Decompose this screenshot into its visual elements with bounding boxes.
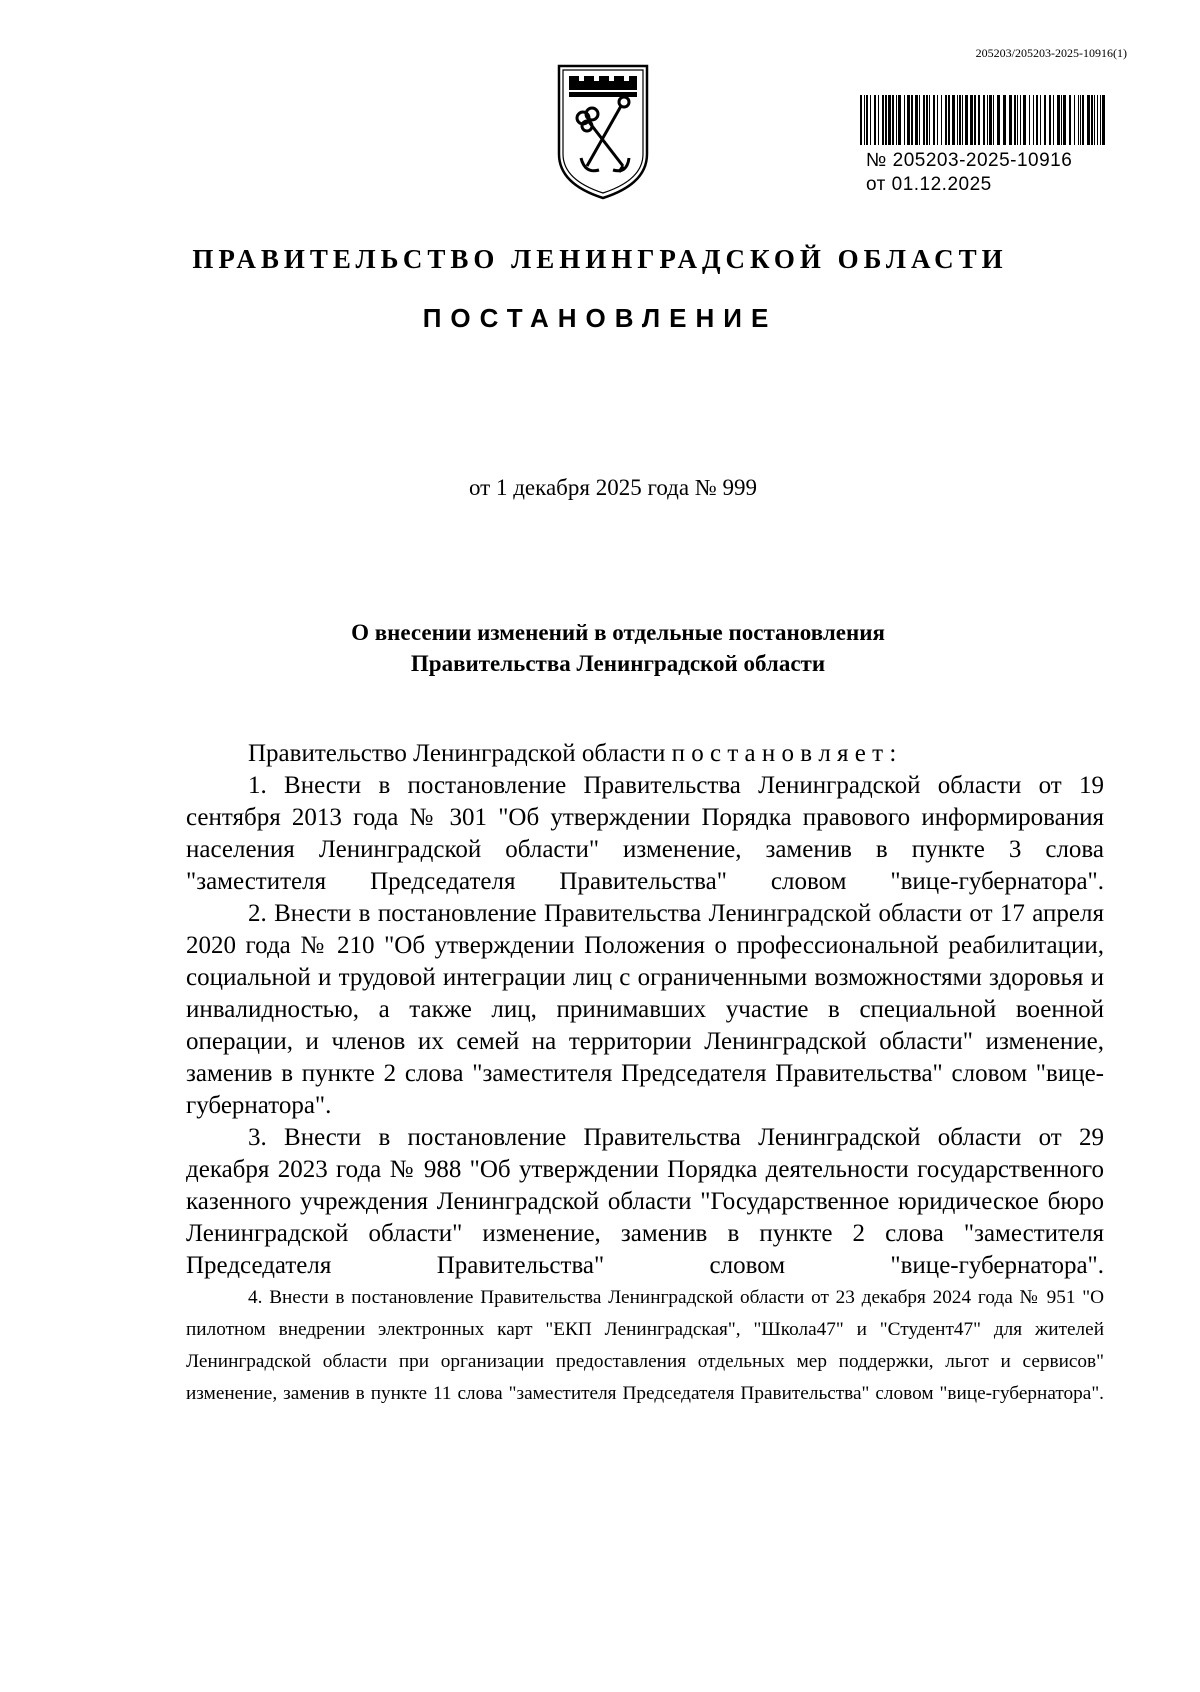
coat-of-arms-emblem (553, 62, 653, 202)
item-3: 3. Внести в постановление Правительства Ленинградской области от 29 декабря 2023 года № 988 "Об утверждении Порядка деятельности государственного казенного учреждения Ленинградской области "Государственное юридическое бюро Ленинградской области" изменение, заменив в пункте 2 слова "заместителя Председателя Правительства" словом "вице-губернатора". (186, 1124, 1104, 1279)
barcode-bar (989, 95, 992, 145)
barcode-bar (1063, 95, 1066, 145)
barcode-bar (937, 95, 938, 145)
barcode-bar (983, 95, 985, 145)
barcode-bar (970, 95, 973, 145)
barcode-bar (1036, 95, 1038, 145)
barcode-bar (885, 95, 887, 145)
barcode-bar (941, 95, 942, 145)
barcode-bar (978, 95, 980, 145)
barcode-bar (904, 95, 905, 145)
barcode-bar (888, 95, 891, 145)
item-4: 4. Внести в постановление Правительства Ленинградской области от 23 декабря 2024 года № 951 "О пилотном внедрении электронных карт "ЕКП Ленинградская", "Школа47" и "Студент47" для жителей Ленинградской области при организации предоставления отдельных мер поддержки, льгот и сервисов" изменение, заменив в пункте 11 слова "заместителя Председателя Правительства" словом "вице-губернатора". (186, 1287, 1104, 1404)
barcode-bar (926, 95, 928, 145)
barcode-bar (882, 95, 884, 145)
date-number-line: от 1 декабря 2025 года № 999 (468, 475, 758, 500)
barcode-bar (1017, 95, 1018, 145)
barcode-bar (948, 95, 950, 145)
registration-number: № 205203-2025-10916 (866, 150, 1073, 171)
government-title: ПРАВИТЕЛЬСТВО ЛЕНИНГРАДСКОЙ ОБЛАСТИ (192, 244, 1008, 274)
preamble: Правительство Ленинградской области п о с т а н о в л я е т : (248, 740, 897, 767)
barcode-bar (1061, 95, 1062, 145)
barcode-bar (1100, 95, 1101, 145)
barcode-bar (1053, 95, 1054, 145)
barcode-bar (919, 95, 920, 145)
barcode-bar (915, 95, 918, 145)
barcode-bar (1014, 95, 1016, 145)
barcode-bar (1080, 95, 1081, 145)
barcode-bar (923, 95, 925, 145)
subject-line-2: Правительства Ленинградской области (410, 651, 826, 676)
barcode-bar (974, 95, 976, 145)
barcode-bar (898, 95, 901, 145)
barcode-bar (1082, 95, 1084, 145)
barcode-bar (1040, 95, 1041, 145)
barcode-bar (997, 95, 1000, 145)
barcode-bar (1094, 95, 1095, 145)
barcode-bar (952, 95, 955, 145)
barcode-bar (1074, 95, 1075, 145)
barcode-bar (1078, 95, 1079, 145)
barcode-bar (1029, 95, 1030, 145)
document-body (186, 738, 1104, 1410)
registration-date: от 01.12.2025 (866, 174, 992, 195)
barcode-bar (1020, 95, 1021, 145)
barcode-bar (1009, 95, 1012, 145)
barcode-bar (929, 95, 930, 145)
barcode-bar (911, 95, 913, 145)
barcode-bar (907, 95, 910, 145)
barcode-bar (959, 95, 961, 145)
barcode-bar (993, 95, 994, 145)
barcode-bar (1057, 95, 1060, 145)
barcode-bar (962, 95, 963, 145)
barcode-bar (1102, 95, 1105, 145)
barcode-bar (878, 95, 879, 145)
barcode-bar (1091, 95, 1093, 145)
barcode-bar (1044, 95, 1046, 145)
barcode-bar (896, 95, 897, 145)
barcode-bar (1023, 95, 1026, 145)
barcode-bar (945, 95, 947, 145)
item-1: 1. Внести в постановление Правительства Ленинградской области от 19 сентября 2013 года № 301 "Об утверждении Порядка правового информирования населения Ленинградской области" изменение, заменив в пункте 3 слова "заместителя Председателя Правительства" словом "вице-губернатора". (186, 772, 1104, 895)
document-type-title: ПОСТАНОВЛЕНИЕ (422, 303, 778, 333)
subject-line-1: О внесении изменений в отдельные постановления (351, 620, 885, 645)
barcode-bar (1049, 95, 1051, 145)
barcode-bar (933, 95, 935, 145)
barcode-bar (1069, 95, 1071, 145)
barcode-bar (874, 95, 876, 145)
barcode-bar (1087, 95, 1090, 145)
barcode (860, 95, 1108, 145)
barcode-bar (1033, 95, 1034, 145)
barcode-bar (987, 95, 988, 145)
barcode-bar (892, 95, 894, 145)
barcode-bar (866, 95, 868, 145)
barcode-bar (1097, 95, 1098, 145)
barcode-bar (957, 95, 958, 145)
item-2: 2. Внести в постановление Правительства Ленинградской области от 17 апреля 2020 года № 210 "Об утверждении Положения о профессиональной реабилитации, социальной и трудовой интеграции лиц с ограниченными возможностями здоровья и инвалидностью, а также лиц, принимавших участие в специальной военной операции, и членов их семей на территории Ленинградской области" изменение, заменив в пункте 2 слова "заместителя Председателя Правительства" словом "вице-губернатора". (186, 900, 1104, 1119)
barcode-bar (864, 95, 865, 145)
barcode-bar (965, 95, 968, 145)
document-code: 205203/205203-2025-10916(1) (975, 46, 1127, 60)
barcode-bar (860, 95, 862, 145)
barcode-bar (1003, 95, 1006, 145)
barcode-bar (870, 95, 871, 145)
